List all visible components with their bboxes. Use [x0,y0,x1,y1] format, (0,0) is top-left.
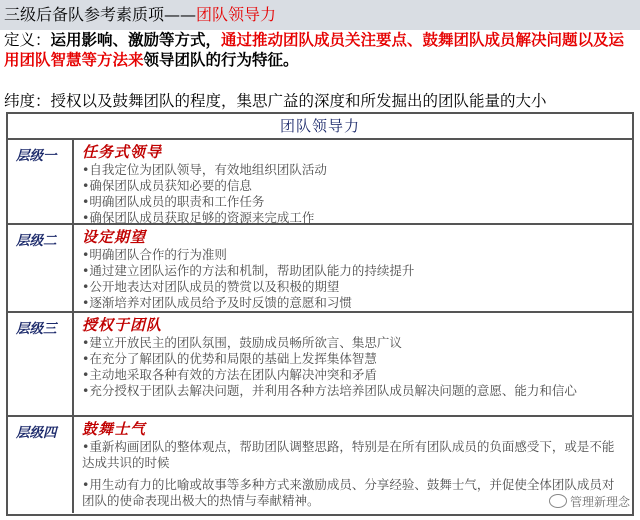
level-title: 鼓舞士气 [82,420,147,438]
behavior-list [82,162,632,226]
competency-table [6,112,634,516]
page-title [4,4,276,26]
level-title: 任务式领导 [82,143,163,161]
level-content [82,225,632,311]
behavior-list [82,247,632,311]
list-item: •逐渐培养对团队成员给予及时反馈的意愿和习惯 [82,295,352,310]
definition-label: 定义： [4,31,51,49]
definition-part3: 领导团队的行为特征。 [143,51,299,69]
list-item: •建立开放民主的团队氛围，鼓励成员畅所欲言、集思广议 [82,335,402,350]
list-item: •公开地表达对团队成员的赞赏以及积极的期望 [82,279,340,294]
list-item: •在充分了解团队的优势和局限的基础上发挥集体智慧 [82,351,377,366]
level-label: 层级四 [8,417,74,513]
definition [4,30,638,70]
list-item: •明确团队合作的行为准则 [82,247,227,262]
list-item: •自我定位为团队领导，有效地组织团队活动 [82,162,327,177]
list-item: •主动地采取各种有效的方法在团队内解决冲突和矛盾 [82,367,377,382]
behavior-list [82,335,632,399]
table-row-level-2 [8,225,632,313]
list-item: •用生动有力的比喻或故事等多种方式来激励成员、分享经验、鼓舞士气，并促使全体团队成员对团队的使命表现出极大的热情与奉献精神。 [82,477,615,508]
watermark-text: 管理新理念 [569,495,630,509]
definition-part1: 运用影响、激励等方式， [50,31,222,49]
title-highlight: 团队领导力 [196,5,277,24]
level-label: 层级三 [8,313,74,415]
list-item: •重新构画团队的整体观点，帮助团队调整思路，特别是在所有团队成员的负面感受下，或是不能达成共识的时候 [82,439,615,470]
level-label: 层级一 [8,140,74,223]
table-row-level-3 [8,313,632,417]
level-label: 层级二 [8,225,74,311]
list-item: •确保团队成员获取足够的资源来完成工作 [82,210,315,225]
list-item: •通过建立团队运作的方法和机制，帮助团队能力的持续提升 [82,263,415,278]
dimension-text: 纬度：授权以及鼓舞团队的程度，集思广益的深度和所发掘出的团队能量的大小 [4,92,547,110]
level-content [82,140,632,226]
wechat-icon [549,494,567,508]
definition-part2: 通过推动团队成员关注要点、鼓舞团队成员解决问题以及运用团队智慧等方法来 [4,31,625,69]
table-row-level-1 [8,140,632,225]
table-header: 团队领导力 [8,114,632,140]
list-item: •确保团队成员获知必要的信息 [82,178,252,193]
list-item: •明确团队成员的职责和工作任务 [82,194,265,209]
title-prefix: 三级后备队参考素质项—— [4,5,197,24]
list-item: •充分授权于团队去解决问题，并利用各种方法培养团队成员解决问题的意愿、能力和信心 [82,383,577,398]
level-title: 授权于团队 [82,316,163,334]
level-title: 设定期望 [82,228,147,246]
table-row-level-4 [8,417,632,513]
watermark [547,493,632,510]
level-content [82,313,632,399]
